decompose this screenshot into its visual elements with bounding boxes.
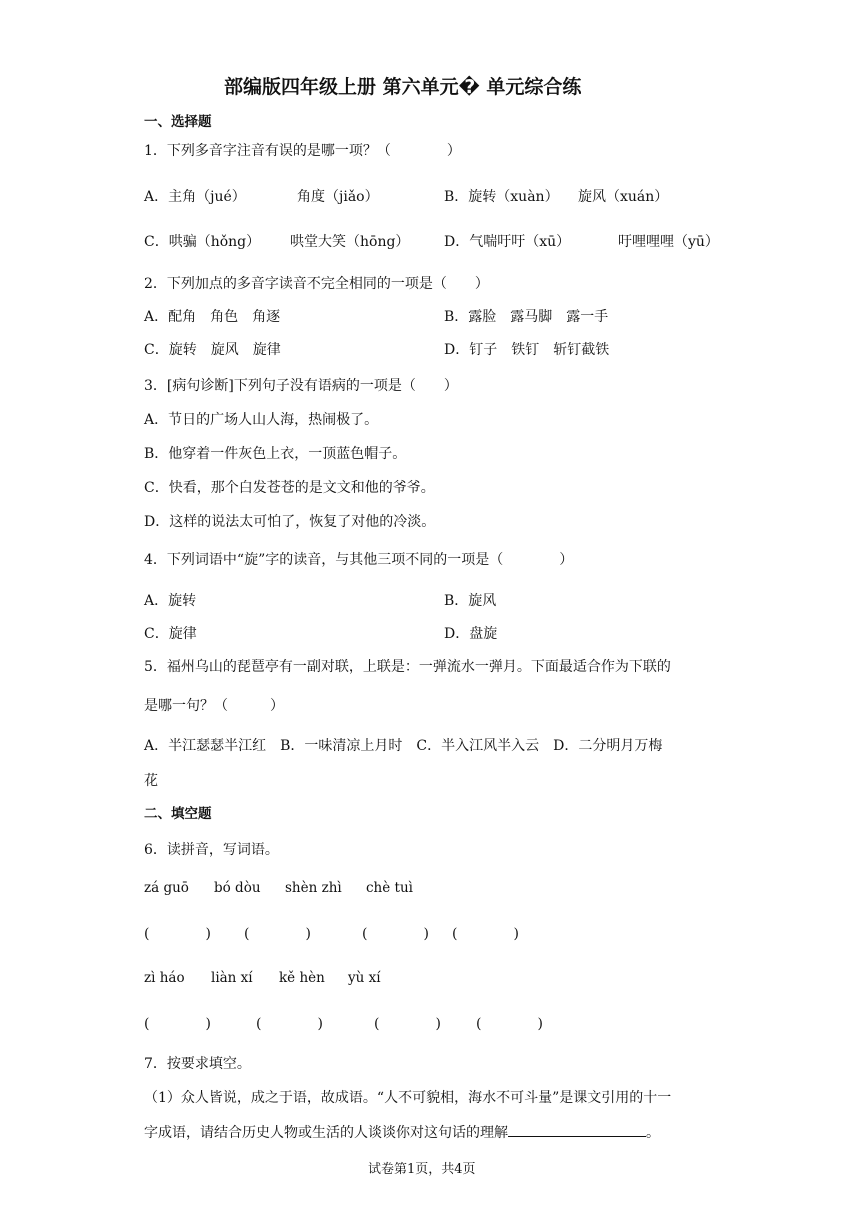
- answer-blank[interactable]: ( ): [452, 926, 519, 942]
- q3-option-c: C．快看，那个白发苍苍的是文文和他的爷爷。: [144, 480, 435, 496]
- q1-option-b-2: 旋风（xuán）: [578, 189, 669, 205]
- q2-option-b: B．露脸 露马脚 露一手: [444, 309, 609, 325]
- question-3-stem: 3．[病句诊断]下列句子没有语病的一项是（ ）: [144, 378, 458, 394]
- pinyin-item: kě hèn: [279, 970, 325, 986]
- question-5-stem-line2: 是哪一句？（ ）: [144, 698, 284, 714]
- q1-option-b: B．旋转（xuàn）: [444, 189, 559, 205]
- q1-option-a-2: 角度（jiǎo）: [297, 189, 379, 205]
- q2-option-a: A．配角 角色 角逐: [144, 309, 281, 325]
- answer-blank[interactable]: ( ): [144, 926, 211, 942]
- answer-blank[interactable]: ( ): [476, 1016, 543, 1032]
- q7-sub1-text: 字成语，请结合历史人物或生活的人谈谈你对这句话的理解: [144, 1125, 508, 1141]
- question-5-stem-line1: 5．福州乌山的琵琶亭有一副对联，上联是：一弹流水一弹月。下面最适合作为下联的: [144, 659, 671, 675]
- pinyin-item: chè tuì: [366, 880, 413, 896]
- q1-option-c-2: 哄堂大笑（hōng）: [290, 234, 410, 250]
- answer-blank[interactable]: ( ): [374, 1016, 441, 1032]
- question-7-stem: 7．按要求填空。: [144, 1056, 251, 1072]
- answer-blank[interactable]: ( ): [244, 926, 311, 942]
- question-1-stem: 1．下列多音字注音有误的是哪一项？（ ）: [144, 143, 461, 159]
- question-6-stem: 6．读拼音，写词语。: [144, 842, 279, 858]
- q7-sub1-end: 。: [646, 1125, 660, 1141]
- q1-option-d: D．气喘吁吁（xū）: [444, 234, 571, 250]
- q7-sub1-line2: [144, 1122, 660, 1143]
- page-title: 部编版四年级上册 第六单元� 单元综合练: [224, 76, 582, 98]
- q5-options: A．半江瑟瑟半江红 B．一味清凉上月时 C．半入江风半入云 D．二分明月万梅: [144, 738, 663, 754]
- q3-option-b: B．他穿着一件灰色上衣，一顶蓝色帽子。: [144, 446, 407, 462]
- section-heading-choice: 一、选择题: [144, 114, 212, 130]
- q2-option-c: C．旋转 旋风 旋律: [144, 342, 281, 358]
- q2-option-d: D．钉子 铁钉 斩钉截铁: [444, 342, 610, 358]
- answer-blank[interactable]: ( ): [362, 926, 429, 942]
- q4-option-d: D．盘旋: [444, 626, 498, 642]
- q5-options-wrap: 花: [144, 773, 158, 789]
- section-heading-fill: 二、填空题: [144, 806, 212, 822]
- q3-option-d: D．这样的说法太可怕了，恢复了对他的冷淡。: [144, 514, 436, 530]
- pinyin-item: bó dòu: [214, 880, 261, 896]
- page-footer: 试卷第1页，共4页: [368, 1162, 476, 1177]
- q1-option-d-2: 吁哩哩哩（yū）: [618, 234, 719, 250]
- q3-option-a: A．节日的广场人山人海，热闹极了。: [144, 412, 379, 428]
- answer-blank[interactable]: ( ): [256, 1016, 323, 1032]
- pinyin-item: liàn xí: [211, 970, 253, 986]
- answer-underline[interactable]: [508, 1122, 646, 1137]
- q1-option-a: A．主角（jué）: [144, 189, 246, 205]
- answer-blank[interactable]: ( ): [144, 1016, 211, 1032]
- q1-option-c: C．哄骗（hǒng）: [144, 234, 261, 250]
- pinyin-item: shèn zhì: [285, 880, 342, 896]
- question-2-stem: 2．下列加点的多音字读音不完全相同的一项是（ ）: [144, 276, 489, 292]
- q4-option-b: B．旋风: [444, 593, 497, 609]
- q4-option-a: A．旋转: [144, 593, 197, 609]
- q7-sub1-line1: （1）众人皆说，成之于语，故成语。“人不可貌相，海水不可斗量”是课文引用的十一: [144, 1090, 672, 1106]
- pinyin-item: zá guō: [144, 880, 189, 896]
- pinyin-item: zì háo: [144, 970, 185, 986]
- question-4-stem: 4．下列词语中“旋”字的读音，与其他三项不同的一项是（ ）: [144, 552, 574, 568]
- q4-option-c: C．旋律: [144, 626, 197, 642]
- pinyin-item: yù xí: [348, 970, 381, 986]
